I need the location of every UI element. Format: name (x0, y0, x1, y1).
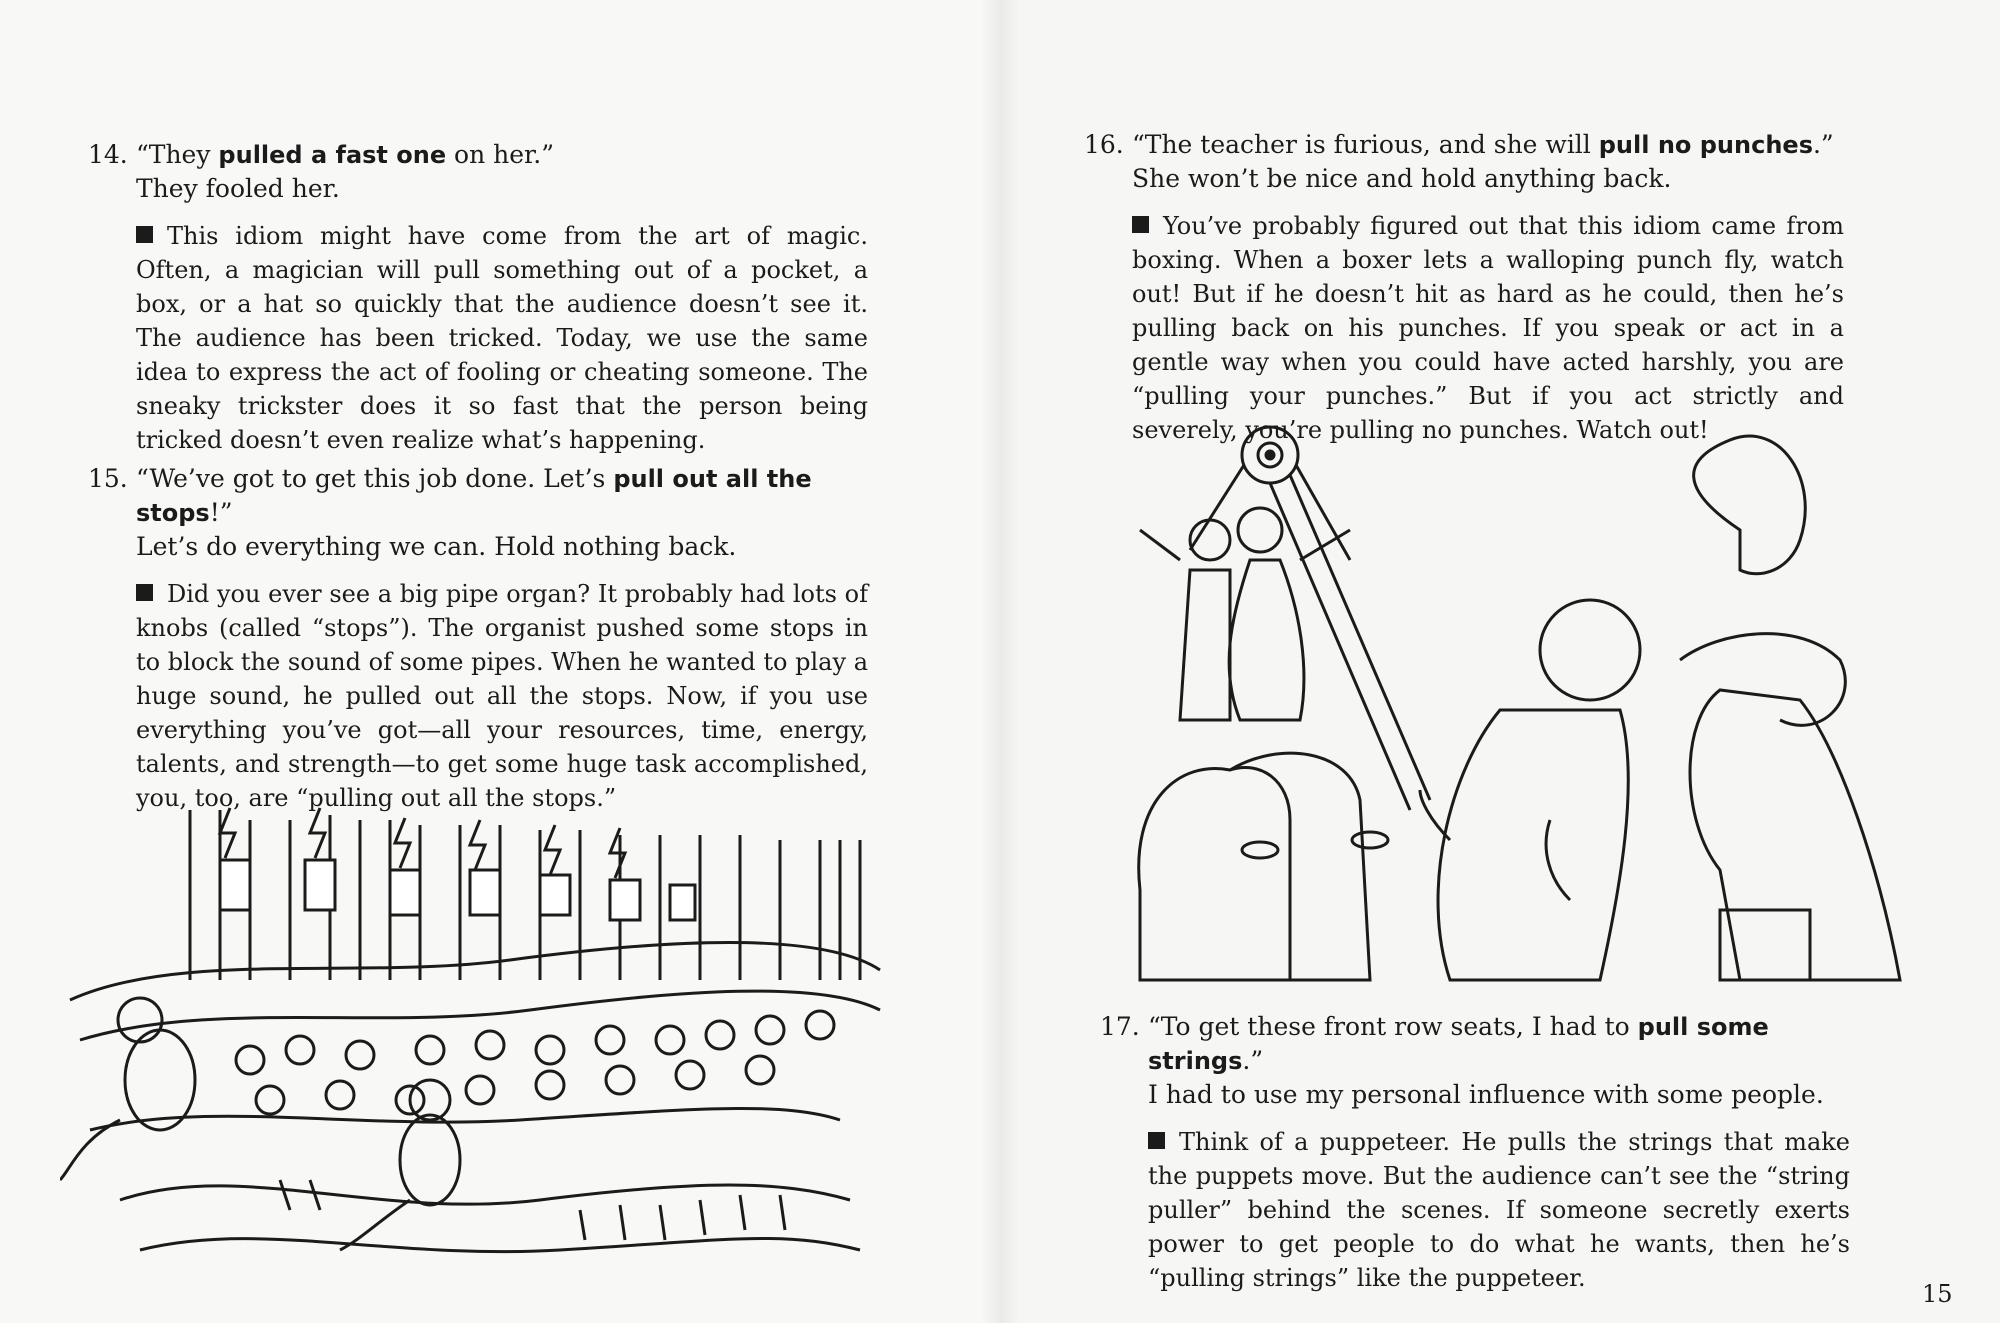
idiom-phrase: pull out all the stops (136, 465, 812, 527)
entry-heading (1100, 1010, 1850, 1111)
pipe-organ-illustration (60, 800, 900, 1260)
puppeteer-illustration (1120, 420, 1920, 1010)
idiom-phrase: pull no punches (1598, 131, 1813, 159)
meaning-text: Let’s do everything we can. Hold nothing back. (136, 532, 737, 561)
meaning-text: I had to use my personal influence with some people. (1148, 1080, 1824, 1109)
explanation-text: You’ve probably figured out that this idiom came from boxing. When a boxer lets a walloping punch fly, watch out! But if he doesn’t hit as hard as he could, then he’s pulling back on his punches. If you speak or act in a gentle way when you could have acted harshly, you are “pulling your punches.” But if you act strictly and severely, you’re pulling no punches. Watch out! (1132, 212, 1844, 444)
entry-number: 14. (88, 140, 128, 169)
idiom-phrase: pulled a fast one (218, 141, 447, 169)
entry-number: 17. (1100, 1012, 1140, 1041)
idiom-entry-14 (88, 138, 868, 457)
bullet-square-icon (136, 226, 153, 243)
explanation-text: Think of a puppeteer. He pulls the strings that make the puppets move. But the audience can’t see the “string puller” behind the scenes. If someone secretly exerts power to get people to do what he wants, then he’s “pulling strings” like the puppeteer. (1148, 1128, 1850, 1292)
entry-heading (1084, 128, 1844, 195)
book-gutter (980, 0, 1020, 1323)
entry-heading (88, 138, 868, 205)
quote-text-end: !” (209, 498, 233, 527)
quote-text-end: on her.” (446, 140, 554, 169)
explanation-paragraph (1132, 209, 1844, 447)
explanation-paragraph (136, 577, 868, 815)
idiom-phrase: pull some strings (1148, 1013, 1769, 1075)
explanation-paragraph (136, 219, 868, 457)
entry-number: 15. (88, 464, 128, 493)
explanation-text: Did you ever see a big pipe organ? It probably had lots of knobs (called “stops”). The organist pushed some stops in to block the sound of some pipes. When he wanted to play a huge sound, he pulled out all the stops. Now, if you use everything you’ve got—all your resources, time, energy, talents, and strength—to get some huge task accomplished, you, too, are “pulling out all the stops.” (136, 580, 868, 812)
quote-text: “The teacher is furious, and she will (1132, 130, 1599, 159)
explanation-text: This idiom might have come from the art of magic. Often, a magician will pull something out of a pocket, a box, or a hat so quickly that the audience doesn’t see it. The audience has been tricked. Today, we use the same idea to express the act of fooling or cheating someone. The sneaky trickster does it so fast that the person being tricked doesn’t even realize what’s happening. (136, 222, 868, 454)
explanation-paragraph (1148, 1125, 1850, 1295)
quote-text-end: .” (1242, 1046, 1264, 1075)
quote-text: “We’ve got to get this job done. Let’s (136, 464, 614, 493)
entry-heading (88, 462, 868, 563)
meaning-text: She won’t be nice and hold anything back. (1132, 164, 1672, 193)
idiom-entry-15 (88, 462, 868, 815)
idiom-entry-16 (1084, 128, 1844, 447)
idiom-entry-17 (1100, 1010, 1850, 1295)
page-number: 15 (1922, 1280, 1953, 1308)
bullet-square-icon (1132, 216, 1149, 233)
quote-text: “They (136, 140, 219, 169)
meaning-text: They fooled her. (136, 174, 340, 203)
quote-text: “To get these front row seats, I had to (1148, 1012, 1638, 1041)
quote-text-end: .” (1812, 130, 1834, 159)
bullet-square-icon (136, 584, 153, 601)
entry-number: 16. (1084, 130, 1124, 159)
bullet-square-icon (1148, 1132, 1165, 1149)
